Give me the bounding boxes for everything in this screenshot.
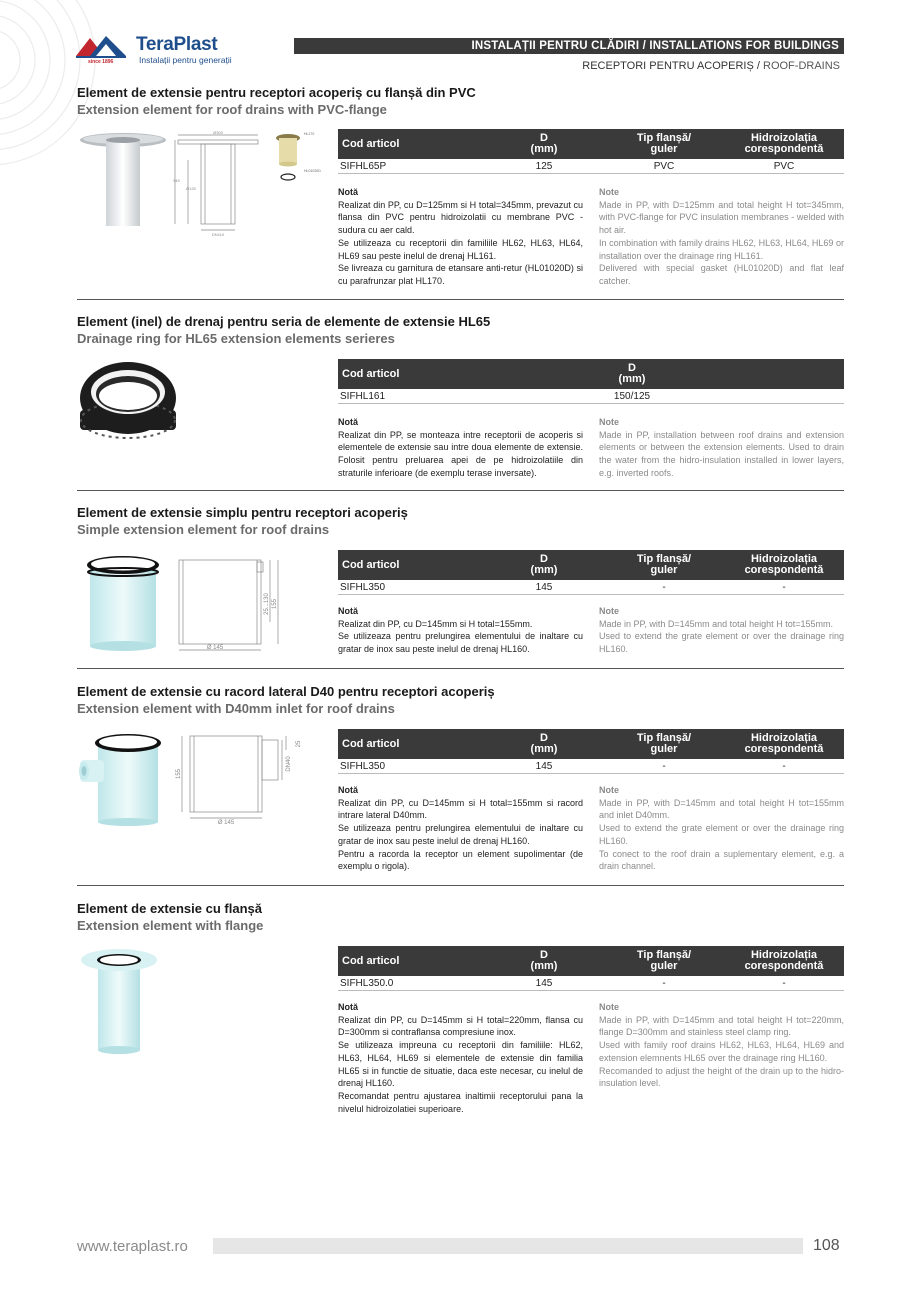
technical-drawing-simple-extension <box>175 552 285 657</box>
header-subtitle <box>582 60 840 72</box>
section-drainage-ring <box>77 314 844 347</box>
cell-d: 145 <box>535 581 553 593</box>
table-header <box>338 550 844 580</box>
section-title-en: Extension element with D40mm inlet for roof drains <box>77 701 395 716</box>
note-en-simple-extension <box>599 605 844 656</box>
cell-cod: SIFHL65P <box>340 160 387 172</box>
cell-tip: - <box>662 581 666 593</box>
note-label: Note <box>599 417 619 427</box>
product-image-gasket-leafcatcher <box>270 130 330 186</box>
table-header <box>338 946 844 976</box>
product-image-simple-extension <box>84 552 164 652</box>
note-paragraph: Made in PP, installation between roof drains and extension elements or between the extension elements. Used to drain the water from the hidro-insulation installed in lower layers, e.g. inverted roofs. <box>599 429 844 478</box>
section-divider <box>77 299 844 300</box>
section-title-en: Extension element for roof drains with PVC-flange <box>77 102 387 117</box>
note-label: Notă <box>338 606 358 616</box>
th-tip: Tip flanșă/ guler <box>636 553 692 576</box>
cell-cod: SIFHL161 <box>340 390 386 402</box>
note-paragraph: Se utilizeaza impreuna cu receptorii din familiile: HL62, HL63, HL64, HL69 si elementele de extensie din familia HL65 si in functie de situatie, daca este necesar, cu inelul de drenaj HL160. <box>338 1040 583 1089</box>
page-number: 108 <box>813 1237 840 1254</box>
cell-tip: - <box>662 977 666 989</box>
note-label: Notă <box>338 785 358 795</box>
subtitle-sep: / <box>753 60 763 72</box>
drawing-dim-offset: 25 <box>296 740 302 748</box>
th-tip: Tip flanșă/ guler <box>636 949 692 972</box>
note-ro-flange-extension <box>338 1001 583 1115</box>
section-title-ro: Element de extensie simplu pentru receptori acoperiș <box>77 505 408 520</box>
cell-d: 145 <box>535 977 553 989</box>
th-cod: Cod articol <box>342 955 400 967</box>
section-divider <box>77 490 844 491</box>
note-paragraph: Recomandat pentru ajustarea inaltimii receptorului pana la nivelul hidroizolatiei superioare. <box>338 1090 583 1114</box>
drawing-label-part2: HL01020D <box>304 169 321 173</box>
drawing-dim-inlet: DN40 <box>286 756 292 772</box>
th-d: D (mm) <box>530 732 558 755</box>
cell-d: 125 <box>535 160 553 172</box>
cell-cod: SIFHL350 <box>340 760 386 772</box>
note-paragraph: Se utilizeaza cu receptorii din familiile HL62, HL63, HL64, HL69 sau peste inelul de drenaj HL161. <box>338 237 583 261</box>
section-pvc-flange <box>77 85 844 118</box>
section-divider <box>77 668 844 669</box>
note-paragraph: Used to extend the grate element or over the drainage ring HL160. <box>599 631 844 655</box>
spec-table-drainage-ring <box>338 359 844 404</box>
table-row <box>338 759 844 774</box>
note-en-pvc-flange <box>599 186 844 288</box>
note-paragraph: Made in PP, with D=145mm and total height H tot=155mm and inlet D40mm. <box>599 797 844 821</box>
table-header <box>338 359 844 389</box>
brand-logo[interactable] <box>76 34 246 68</box>
logo-name: TeraPlast <box>136 34 218 55</box>
product-image-flange-extension <box>78 946 158 1056</box>
footer-bar <box>213 1238 803 1254</box>
drawing-label-bottom: DN110 <box>211 232 225 237</box>
note-label: Note <box>599 785 619 795</box>
section-divider <box>77 885 844 886</box>
note-paragraph: Made in PP, with D=145mm and total height H tot=220mm, flange D=300mm and stainless steel clamp ring. <box>599 1014 844 1038</box>
note-label: Notă <box>338 187 358 197</box>
spec-table-flange-extension <box>338 946 844 991</box>
cell-d: 150/125 <box>613 390 651 402</box>
th-d: D (mm) <box>618 362 646 385</box>
logo-mark-icon <box>76 34 132 62</box>
drawing-label-part1: HL170 <box>304 132 315 136</box>
th-hidro: Hidroizolația corespondentă <box>744 732 824 755</box>
drawing-dim-height: 155 <box>272 598 278 610</box>
technical-drawing-lateral-inlet <box>178 732 308 827</box>
subtitle-ro: RECEPTORI PENTRU ACOPERIȘ <box>582 60 754 72</box>
table-header <box>338 729 844 759</box>
th-hidro: Hidroizolația corespondentă <box>744 553 824 576</box>
note-paragraph: Made in PP, with D=145mm and total height H tot=155mm. <box>599 618 833 629</box>
th-cod: Cod articol <box>342 738 400 750</box>
note-label: Note <box>599 187 619 197</box>
cell-hidro: - <box>782 581 786 593</box>
note-paragraph: Realizat din PP, cu D=145mm si H total=155mm. <box>338 618 533 629</box>
section-title-ro: Element de extensie cu flanșă <box>77 901 262 916</box>
note-ro-pvc-flange <box>338 186 583 288</box>
note-paragraph: Pentru a racorda la receptor un element supolimentar (de exemplu o rigola). <box>338 848 583 872</box>
section-flange-extension <box>77 901 844 934</box>
th-tip: Tip flanșă/ guler <box>636 132 692 155</box>
th-cod: Cod articol <box>342 368 400 380</box>
note-paragraph: Realizat din PP, cu D=145mm si H total=220mm, flansa cu D=300mm si contraflansa compresiune inox. <box>338 1014 583 1038</box>
drawing-dim-diameter: Ø 145 <box>217 820 235 826</box>
table-row <box>338 389 844 404</box>
drawing-label-side: 345 <box>173 178 180 183</box>
th-d: D (mm) <box>530 949 558 972</box>
product-image-pvc-flange <box>78 130 168 230</box>
drawing-dim-diameter: Ø 145 <box>206 645 224 651</box>
cell-d: 145 <box>535 760 553 772</box>
note-paragraph: Realizat din PP, cu D=125mm si H total=345mm, prevazut cu flansa din PVC pentru hidroizolatii cu membrane PVC - sudura cu aer cald. <box>338 199 583 236</box>
note-ro-drainage-ring <box>338 416 583 480</box>
section-title-ro: Element de extensie pentru receptori acoperiș cu flanșă din PVC <box>77 85 476 100</box>
note-paragraph: Realizat din PP, cu D=145mm si H total=155mm si racord intrare lateral D40mm. <box>338 797 583 821</box>
drawing-label-top: Ø300 <box>213 130 223 135</box>
spec-table-simple-extension <box>338 550 844 595</box>
note-paragraph: Se utilizeaza pentru prelungirea elementului de inaltare cu gratar de inox sau peste inelul de drenaj HL160. <box>338 631 583 655</box>
th-hidro: Hidroizolația corespondentă <box>744 949 824 972</box>
note-label: Note <box>599 606 619 616</box>
subtitle-en: ROOF-DRAINS <box>763 60 840 72</box>
note-label: Notă <box>338 1002 358 1012</box>
section-simple-extension <box>77 505 844 538</box>
table-row <box>338 976 844 991</box>
logo-tagline: Instalații pentru generații <box>139 55 232 65</box>
table-row <box>338 580 844 595</box>
spec-table-lateral-inlet <box>338 729 844 774</box>
th-hidro: Hidroizolația corespondentă <box>744 132 824 155</box>
note-paragraph: Made in PP, with D=125mm and total height H tot=345mm, with PVC-flange for PVC insulation membranes - welded with hot air. <box>599 199 844 236</box>
section-title-en: Drainage ring for HL65 extension elements serieres <box>77 331 395 346</box>
section-title-ro: Element (inel) de drenaj pentru seria de elemente de extensie HL65 <box>77 314 491 329</box>
note-paragraph: Used to extend the grate element or over the drainage ring HL160. <box>599 823 844 846</box>
cell-tip: - <box>662 760 666 772</box>
drawing-label-inner: Ø125 <box>186 186 196 191</box>
note-ro-lateral-inlet <box>338 784 583 873</box>
note-en-flange-extension <box>599 1001 844 1090</box>
th-cod: Cod articol <box>342 138 400 150</box>
note-paragraph: Delivered with special gasket (HL01020D) and flat leaf catcher. <box>599 263 844 286</box>
note-paragraph: Se utilizeaza pentru prelungirea elementului de inaltare cu gratar de inox sau peste inelul de drenaj HL160. <box>338 823 583 846</box>
product-image-lateral-inlet <box>78 730 168 830</box>
footer-website-link[interactable]: www.teraplast.ro <box>77 1238 188 1255</box>
section-lateral-inlet <box>77 684 844 717</box>
cell-cod: SIFHL350.0 <box>340 977 394 989</box>
table-row <box>338 159 844 174</box>
section-title-en: Simple extension element for roof drains <box>77 522 330 537</box>
cell-hidro: - <box>782 760 786 772</box>
technical-drawing-pvc-flange <box>173 130 263 242</box>
note-paragraph: To conect to the roof drain a suplementary element, e.g. a drain channel. <box>599 848 844 872</box>
note-paragraph: In combination with family drains HL62, HL63, HL64, HL69 or installation over the drainage ring HL161. <box>599 237 844 261</box>
spec-table-pvc-flange <box>338 129 844 174</box>
note-label: Notă <box>338 417 358 427</box>
section-title-ro: Element de extensie cu racord lateral D40 pentru receptori acoperiș <box>77 684 495 699</box>
cell-hidro: PVC <box>773 160 795 172</box>
note-paragraph: Used with family roof drains HL62, HL63, HL64, HL69 and extension elemnents HL65 over the drainage ring HL160. <box>599 1040 844 1063</box>
cell-cod: SIFHL350 <box>340 581 386 593</box>
cell-hidro: - <box>782 977 786 989</box>
note-ro-simple-extension <box>338 605 583 656</box>
th-d: D (mm) <box>530 553 558 576</box>
drawing-dim-height-adjust: 25...130 <box>264 593 270 615</box>
note-en-lateral-inlet <box>599 784 844 873</box>
note-label: Note <box>599 1002 619 1012</box>
th-cod: Cod articol <box>342 559 400 571</box>
note-en-drainage-ring <box>599 416 844 480</box>
drawing-dim-height: 155 <box>176 768 182 780</box>
logo-since: since 1896 <box>88 59 114 65</box>
note-paragraph: Recomanded to adjust the height of the drain up to the hidro-insulation level. <box>599 1065 844 1089</box>
table-header <box>338 129 844 159</box>
th-d: D (mm) <box>530 132 558 155</box>
section-title-en: Extension element with flange <box>77 918 264 933</box>
th-tip: Tip flanșă/ guler <box>636 732 692 755</box>
cell-tip: PVC <box>653 160 675 172</box>
header-title-bar: INSTALAȚII PENTRU CLĂDIRI / INSTALLATIONS FOR BUILDINGS <box>294 38 844 54</box>
product-image-drainage-ring <box>78 360 178 445</box>
note-paragraph: Se livreaza cu garnitura de etansare anti-retur (HL01020D) si cu parafrunzar plat HL170. <box>338 263 583 286</box>
note-paragraph: Realizat din PP, se monteaza intre receptorii de acoperis si elementele de extensie sau intre doua elemente de extensie. Folosit pentru preluarea apei de pe hidroizolatiile din straturile inferioare (de exemplu terase inversate). <box>338 429 583 478</box>
